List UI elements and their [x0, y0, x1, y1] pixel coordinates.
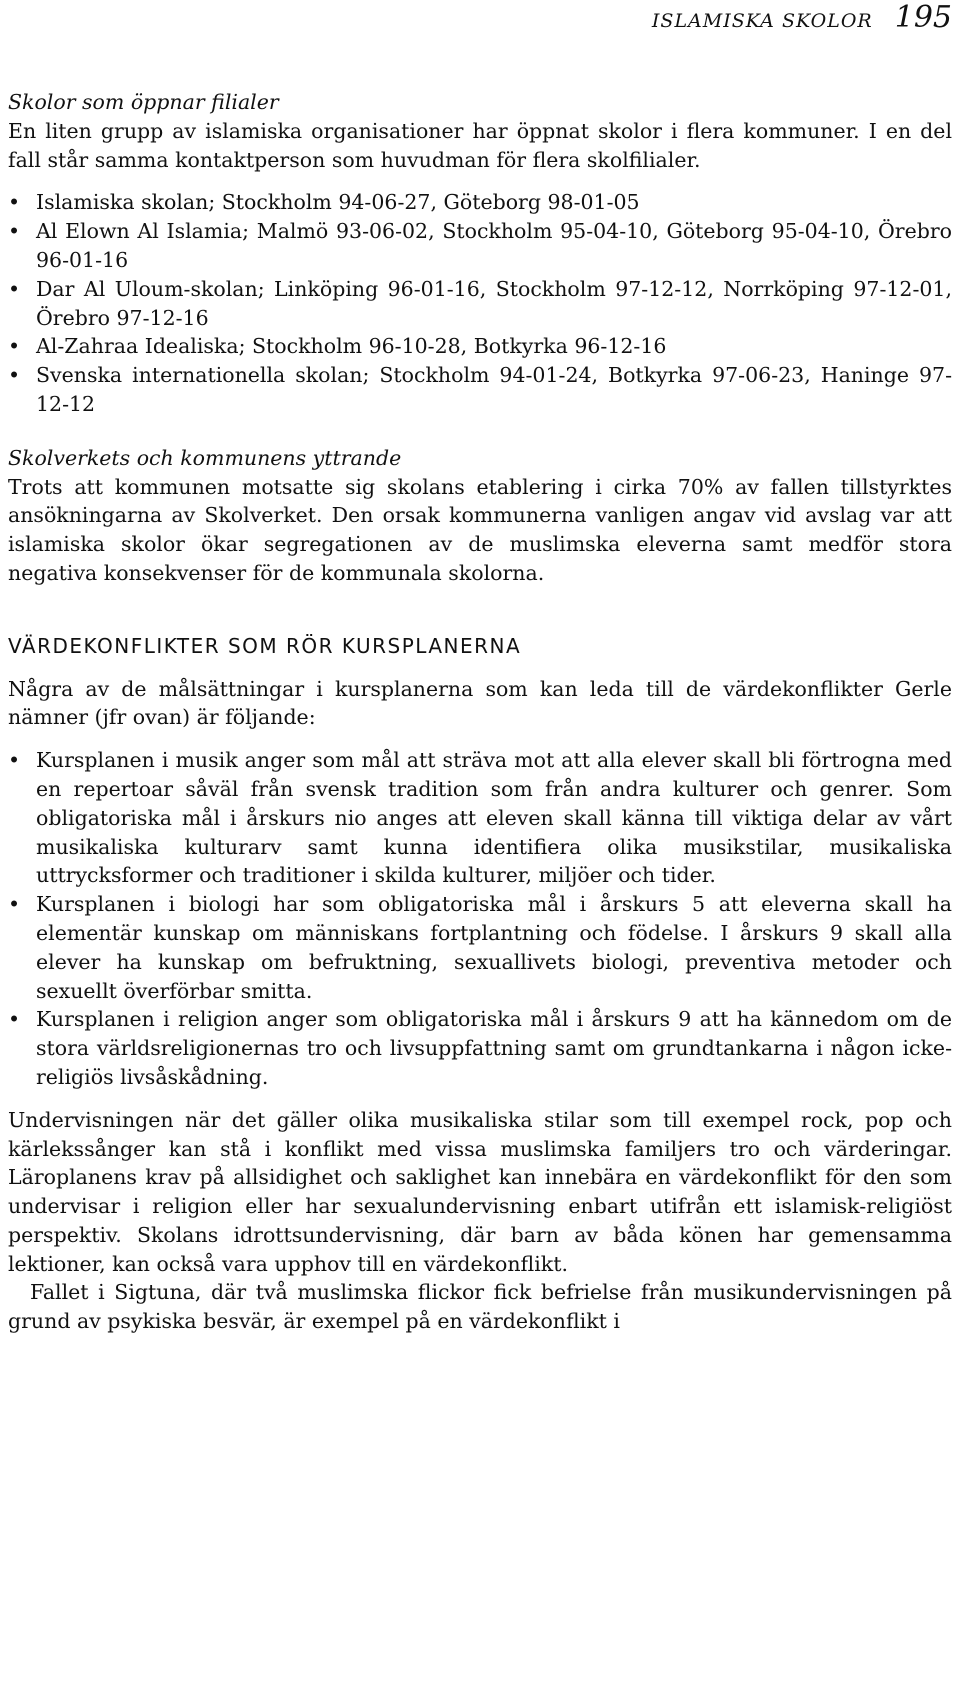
list-item: • Al-Zahraa Idealiska; Stockholm 96-10-28, Botkyrka 96-12-16	[8, 332, 952, 361]
list-item: • Kursplanen i religion anger som obligatoriska mål i årskurs 9 att ha kännedom om de stora världsreligionernas tro och livsuppfattning samt om grundtankarna i någon icke-religiös livsåskådning.	[8, 1005, 952, 1091]
list-item: • Islamiska skolan; Stockholm 94-06-27, Göteborg 98-01-05	[8, 188, 952, 217]
paragraph-yttrande: Trots att kommunen motsatte sig skolans etablering i cirka 70% av fallen tillstyrktes ansökningarna av Skolverket. Den orsak kommunerna vanligen angav vid avslag var att islamiska skolor ökar segregationen av de muslimska eleverna samt medför stora negativa konsekvenser för de kommunala skolorna.	[8, 474, 952, 585]
list-item: • Dar Al Uloum-skolan; Linköping 96-01-16, Stockholm 97-12-12, Norrköping 97-12-01, Örebro 97-12-16	[8, 275, 952, 333]
list-item: • Svenska internationella skolan; Stockholm 94-01-24, Botkyrka 97-06-23, Haninge 97-12-12	[8, 361, 952, 419]
school-list	[8, 188, 952, 418]
paragraph-undervisningen: Undervisningen när det gäller olika musikaliska stilar som till exempel rock, pop och kärlekssånger kan stå i konflikt med vissa muslimska familjers tro och värderingar. Läroplanens krav på allsidighet och saklighet kan innebära en värdekonflikt för den som undervisar i religion eller har sexualundervisning enbart utifrån ett islamisk-religiöst perspektiv. Skolans idrottsundervisning, där barn av båda könen har gemensamma lektioner, kan också vara upphov till en värdekonflikt.	[8, 1107, 952, 1276]
running-title: ISLAMISKA SKOLOR	[651, 10, 873, 32]
subheading-filialer: Skolor som öppnar filialer	[8, 90, 279, 114]
list-item: • Kursplanen i biologi har som obligatoriska mål i årskurs 5 att eleverna skall ha elementär kunskap om människans fortplantning och födelse. I årskurs 9 skall alla elever ha kunskap om befruktning, sexuallivets biologi, preventiva metoder och sexuellt överförbar smitta.	[8, 890, 952, 1005]
subheading-yttrande: Skolverkets och kommunens yttrande	[8, 445, 402, 470]
kursplan-list	[8, 746, 952, 1092]
paragraph-vardekonflikter-intro: Några av de målsättningar i kursplanerna som kan leda till de värdekonflikter Gerle nämner (jfr ovan) är följande:	[8, 676, 952, 730]
paragraph-filialer-intro: En liten grupp av islamiska organisationer har öppnat skolor i flera kommuner. I en del fall står samma kontaktperson som huvudman för flera skolfilialer.	[8, 118, 952, 172]
list-item: • Al Elown Al Islamia; Malmö 93-06-02, Stockholm 95-04-10, Göteborg 95-04-10, Örebro 96-01-16	[8, 217, 952, 275]
section-heading-vardekonflikter: VÄRDEKONFLIKTER SOM RÖR KURSPLANERNA	[8, 633, 522, 658]
running-header	[652, 0, 952, 40]
list-item: • Kursplanen i musik anger som mål att sträva mot att alla elever skall bli förtrogna med en repertoar såväl från svensk tradition som från andra kulturer och genrer. Som obligatoriska mål i årskurs nio anges att eleven skall känna till viktiga delar av vårt musikaliska kulturarv samt kunna identifiera olika musikstilar, musikaliska uttrycksformer och traditioner i skilda kulturer, miljöer och tider.	[8, 746, 952, 890]
paragraph-sigtuna: Fallet i Sigtuna, där två muslimska flickor fick befrielse från musikundervisningen på grund av psykiska besvär, är exempel på en värdekonflikt i	[8, 1280, 952, 1334]
page-content	[8, 88, 952, 1336]
page-number: 195	[894, 0, 952, 35]
